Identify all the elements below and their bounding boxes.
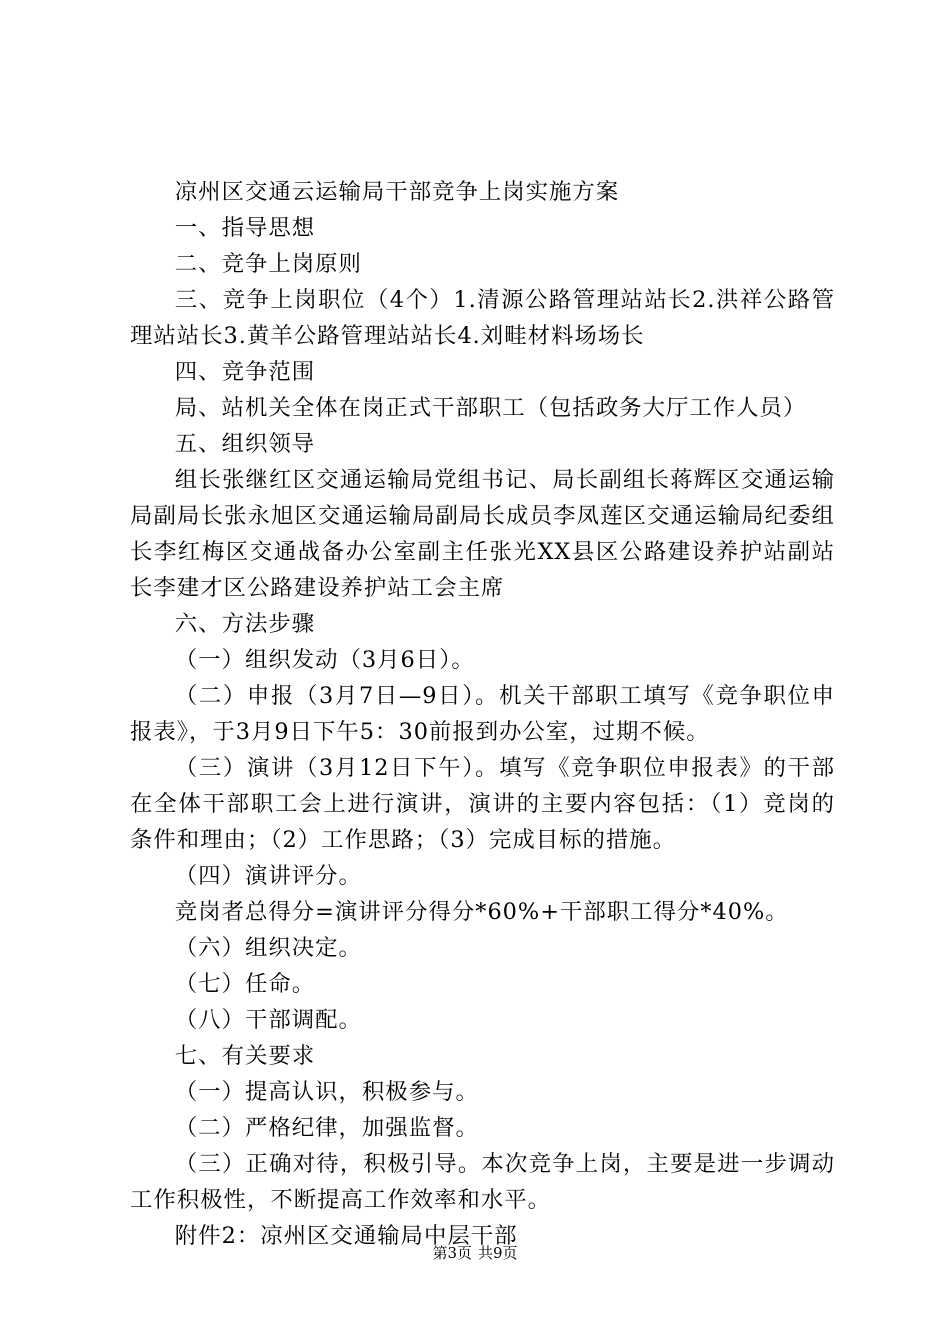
paragraph-score-formula: 竞岗者总得分=演讲评分得分*60%+干部职工得分*40%。	[174, 899, 789, 925]
page-footer	[0, 1243, 950, 1263]
paragraph-requirement-1: （一）提高认识，积极参与。	[174, 1079, 479, 1105]
paragraph-step-4: （四）演讲评分。	[174, 863, 362, 889]
page-total: 共9页	[478, 1244, 518, 1262]
paragraph-positions: 三、竞争上岗职位（4个）1.清源公路管理站站长2.洪祥公路管理站站长3.黄羊公路管理站站长4.刘畦材料场场长	[130, 287, 835, 349]
paragraph-principles: 二、竞争上岗原则	[174, 251, 362, 277]
paragraph-attachment: 附件2：凉州区交通输局中层干部	[174, 1223, 518, 1249]
paragraph-step-8: （八）干部调配。	[174, 1007, 362, 1033]
paragraph-leadership-heading: 五、组织领导	[174, 431, 316, 457]
paragraph-step-2: （二）申报（3月7日—9日）。机关干部职工填写《竞争职位申报表》，于3月9日下午5：30前报到办公室，过期不候。	[130, 683, 835, 745]
document-body	[130, 174, 835, 1254]
paragraph-leadership: 组长张继红区交通运输局党组书记、局长副组长蒋辉区交通运输局副局长张永旭区交通运输局副局长成员李凤莲区交通运输局纪委组长李红梅区交通战备办公室副主任张光XX县区公路建设养护站副站长李建才区公路建设养护站工会主席	[130, 467, 835, 601]
paragraph-scope: 局、站机关全体在岗正式干部职工（包括政务大厅工作人员）	[174, 395, 807, 421]
paragraph-step-7: （七）任命。	[174, 971, 316, 997]
document-title: 凉州区交通云运输局干部竞争上岗实施方案	[174, 179, 620, 205]
paragraph-requirement-3: （三）正确对待，积极引导。本次竞争上岗，主要是进一步调动工作积极性，不断提高工作效率和水平。	[130, 1151, 835, 1213]
paragraph-step-3: （三）演讲（3月12日下午）。填写《竞争职位申报表》的干部在全体干部职工会上进行演讲，演讲的主要内容包括：（1）竞岗的条件和理由；（2）工作思路；（3）完成目标的措施。	[130, 755, 835, 853]
paragraph-requirement-2: （二）严格纪律，加强监督。	[174, 1115, 479, 1141]
paragraph-guiding-thought: 一、指导思想	[174, 215, 316, 241]
paragraph-step-1: （一）组织发动（3月6日）。	[174, 647, 475, 673]
paragraph-requirements-heading: 七、有关要求	[174, 1043, 316, 1069]
paragraph-steps-heading: 六、方法步骤	[174, 611, 316, 637]
page-current: 第3页	[432, 1244, 472, 1262]
paragraph-step-6: （六）组织决定。	[174, 935, 362, 961]
paragraph-scope-heading: 四、竞争范围	[174, 359, 316, 385]
